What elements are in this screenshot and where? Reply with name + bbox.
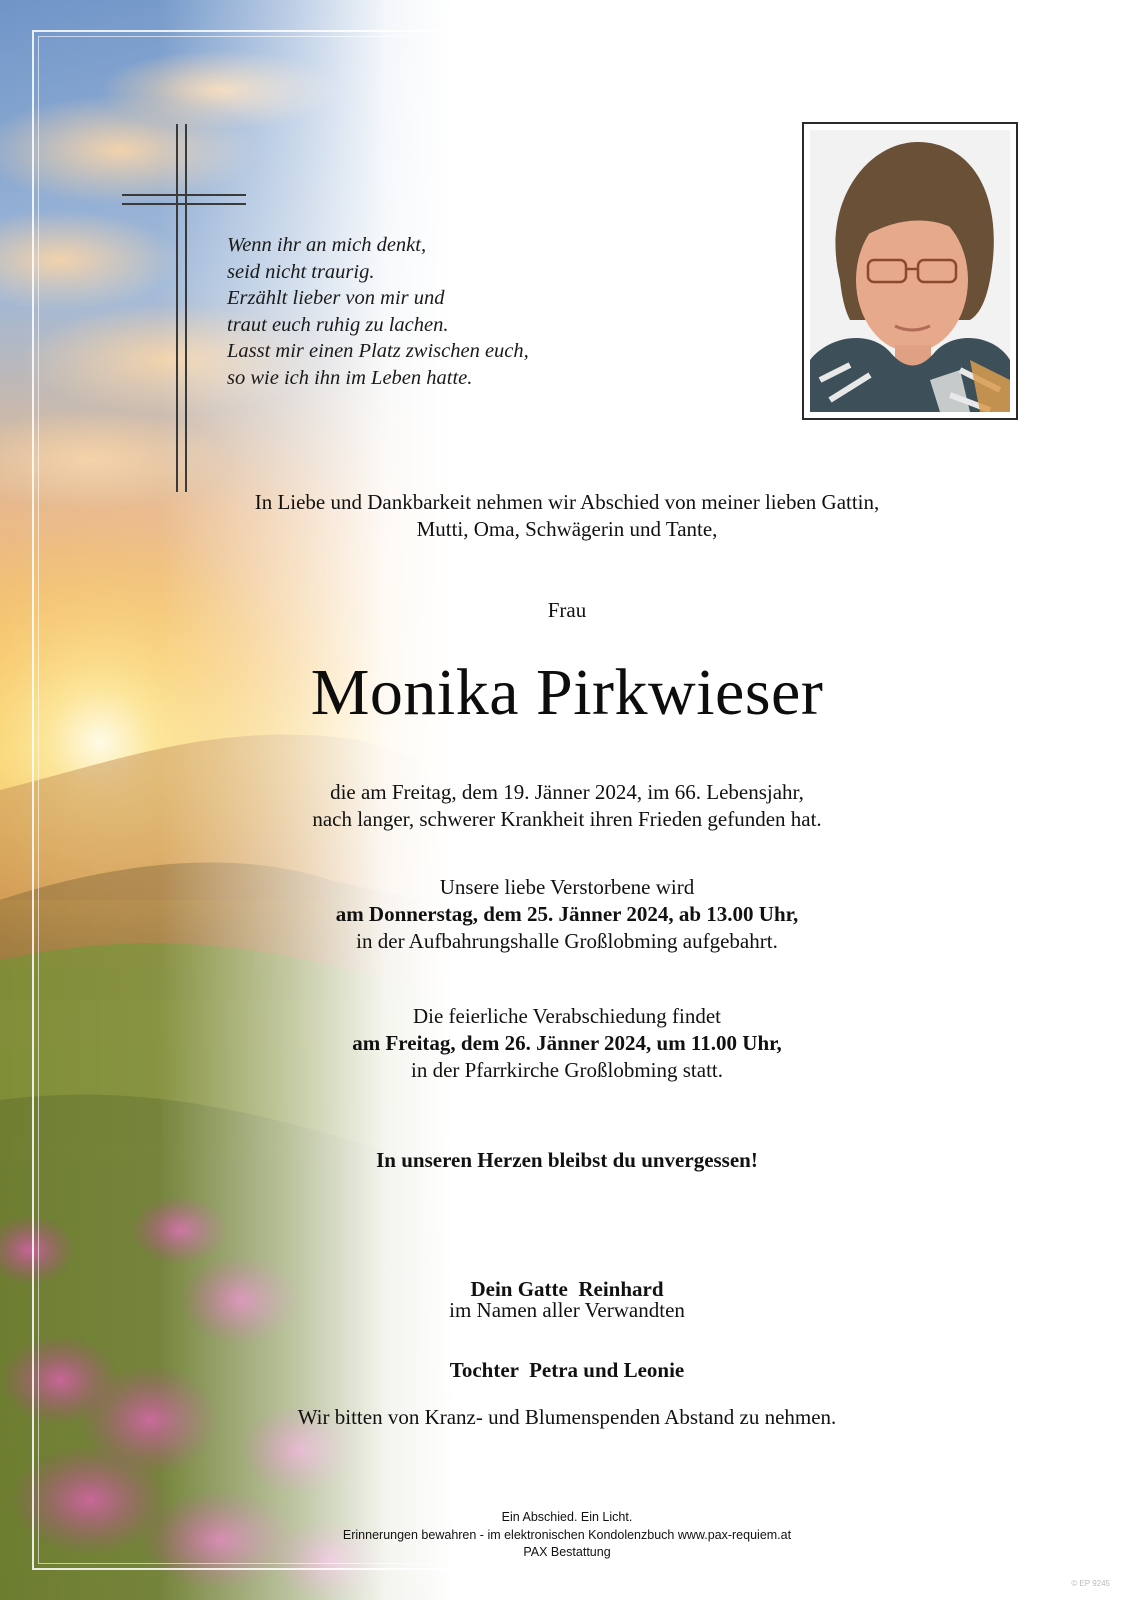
on-behalf-of-relatives: im Namen aller Verwandten xyxy=(449,1298,685,1322)
ceremony-date-time: am Freitag, dem 26. Jänner 2024, um 11.00 Uhr, xyxy=(352,1031,782,1055)
poem-line: traut euch ruhig zu lachen. xyxy=(227,313,449,336)
viewing-date-time: am Donnerstag, dem 25. Jänner 2024, ab 13.00 Uhr, xyxy=(335,902,799,926)
footer-condolence-link: Erinnerungen bewahren - im elektronischen Kondolenzbuch www.pax-requiem.at xyxy=(342,1527,792,1542)
ceremony-line-1: Die feierliche Verabschiedung findet xyxy=(412,1004,722,1028)
poem-line: so wie ich ihn im Leben hatte. xyxy=(227,366,473,389)
template-code: © EP 9245 xyxy=(1071,1579,1110,1588)
remembrance-line: In unseren Herzen bleibst du unvergessen! xyxy=(376,1148,758,1172)
death-notice xyxy=(0,779,1134,833)
viewing-location: in der Aufbahrungshalle Großlobming aufgebahrt. xyxy=(356,929,778,953)
intro-text xyxy=(0,489,1134,543)
footer-company: PAX Bestattung xyxy=(523,1545,611,1559)
ceremony-location: in der Pfarrkirche Großlobming statt. xyxy=(410,1058,723,1082)
salutation: Frau xyxy=(547,598,587,622)
mourner-daughter: Tochter Petra und Leonie xyxy=(449,1358,685,1382)
footer-tagline: Ein Abschied. Ein Licht. xyxy=(501,1510,633,1524)
ceremony-info xyxy=(0,1003,1134,1084)
deceased-name: Monika Pirkwieser xyxy=(310,656,824,729)
portrait-frame xyxy=(802,122,1018,420)
footer xyxy=(0,1509,1134,1562)
viewing-info xyxy=(0,874,1134,955)
memorial-poem xyxy=(227,232,687,391)
poem-line: Wenn ihr an mich denkt, xyxy=(227,234,427,256)
mourner-husband: Dein Gatte Reinhard xyxy=(470,1277,664,1301)
portrait-photo xyxy=(810,130,1010,412)
death-notice-line-1: die am Freitag, dem 19. Jänner 2024, im 66. Lebensjahr, xyxy=(330,780,804,804)
poem-line: seid nicht traurig. xyxy=(227,260,375,283)
viewing-line-1: Unsere liebe Verstorbene wird xyxy=(439,875,695,899)
intro-line-2: Mutti, Oma, Schwägerin und Tante, xyxy=(416,517,718,541)
intro-line-1: In Liebe und Dankbarkeit nehmen wir Abschied von meiner lieben Gattin, xyxy=(254,490,880,514)
donation-request: Wir bitten von Kranz- und Blumenspenden Abstand zu nehmen. xyxy=(297,1405,837,1429)
death-notice-line-2: nach langer, schwerer Krankheit ihren Frieden gefunden hat. xyxy=(312,807,822,831)
poem-line: Erzählt lieber von mir und xyxy=(227,287,445,309)
poem-line: Lasst mir einen Platz zwischen euch, xyxy=(227,340,529,362)
